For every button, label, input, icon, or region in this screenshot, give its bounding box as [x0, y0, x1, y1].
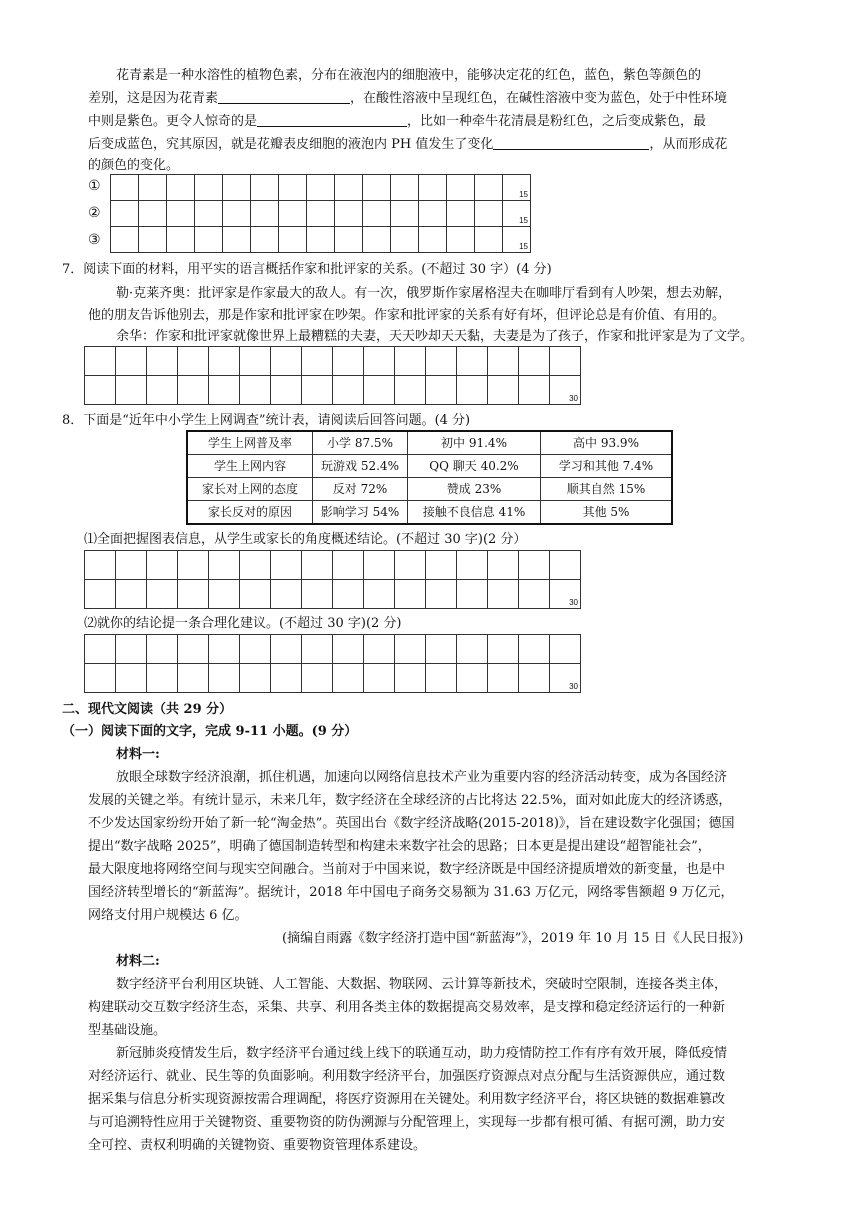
grid-cell[interactable]	[550, 580, 581, 609]
grid-cell[interactable]	[488, 551, 519, 580]
grid-cell[interactable]	[139, 227, 167, 253]
survey-cell: 初中 91.4%	[408, 431, 541, 455]
passage-line-2	[88, 91, 800, 107]
grid-cell[interactable]	[147, 664, 178, 693]
passage-line-5: 的颜色的变化。	[88, 158, 180, 173]
grid-cell[interactable]	[364, 347, 395, 376]
grid-cell[interactable]	[271, 376, 302, 405]
grid-cell[interactable]	[519, 635, 550, 664]
grid-cell[interactable]	[240, 551, 271, 580]
char-count-mark: 15	[519, 216, 528, 225]
grid-row	[85, 580, 581, 609]
grid-cell[interactable]	[333, 580, 364, 609]
grid-cell[interactable]	[240, 376, 271, 405]
grid-cell[interactable]	[503, 175, 531, 201]
grid-label-3: ③	[88, 232, 101, 248]
grid-cell[interactable]	[335, 175, 363, 201]
grid-cell[interactable]	[395, 664, 426, 693]
grid-cell[interactable]	[335, 201, 363, 227]
answer-grid-15[interactable]	[110, 174, 531, 253]
material1-line: 发展的关键之举。有统计显示，未来几年，数字经济在全球经济的占比将达 22.5%，面对如此庞大的经济诱惑，	[88, 793, 732, 808]
grid-cell[interactable]	[223, 175, 251, 201]
q8-sub2-answer-grid[interactable]	[84, 634, 581, 693]
survey-row-header: 家长对上网的态度	[187, 478, 313, 501]
grid-cell[interactable]	[550, 551, 581, 580]
part-title: （一）阅读下面的文字，完成 9-11 小题。(9 分）	[62, 724, 358, 739]
grid-label-1: ①	[88, 178, 101, 194]
material2-line: 全可控、责权利明确的关键物资、重要物资管理体系建设。	[88, 1138, 427, 1153]
grid-cell[interactable]	[391, 175, 419, 201]
survey-row	[187, 431, 672, 455]
grid-label-2: ②	[88, 205, 101, 221]
fill-blank-1[interactable]	[218, 91, 350, 104]
grid-cell[interactable]	[302, 347, 333, 376]
grid-cell[interactable]	[147, 347, 178, 376]
grid-cell[interactable]	[333, 376, 364, 405]
grid-cell[interactable]	[251, 201, 279, 227]
survey-cell: 影响学习 54%	[313, 501, 408, 525]
section-title: 二、现代文阅读（共 29 分）	[62, 702, 233, 717]
grid-cell[interactable]	[447, 227, 475, 253]
grid-cell[interactable]	[116, 551, 147, 580]
grid-cell[interactable]	[279, 175, 307, 201]
grid-cell[interactable]	[116, 664, 147, 693]
grid-cell[interactable]	[307, 201, 335, 227]
grid-cell[interactable]	[488, 376, 519, 405]
grid-cell[interactable]	[426, 664, 457, 693]
grid-cell[interactable]	[519, 376, 550, 405]
grid-cell[interactable]	[307, 227, 335, 253]
grid-cell[interactable]	[178, 664, 209, 693]
grid-cell[interactable]	[178, 347, 209, 376]
passage-text: 后变成蓝色，究其原因，就是花瓣表皮细胞的液泡内 PH 值发生了变化	[88, 137, 494, 152]
grid-cell[interactable]	[302, 635, 333, 664]
q8-sub2: ⑵就你的结论提一条合理化建议。(不超过 30 字)(2 分)	[84, 616, 402, 631]
grid-cell[interactable]	[178, 551, 209, 580]
survey-row-header: 家长反对的原因	[187, 501, 313, 525]
grid-cell[interactable]	[333, 664, 364, 693]
material2-line: 与可追溯特性应用于关键物资、重要物资的防伪溯源与分配管理上，实现每一步都有根可循、有据可溯，助力安	[88, 1115, 726, 1130]
grid-cell[interactable]	[395, 580, 426, 609]
survey-cell: QQ 聊天 40.2%	[408, 455, 541, 478]
material2-line: 构建联动交互数字经济生态，采集、共享、利用各类主体的数据提高交易效率，是支撑和稳定经济运行的一种新	[88, 1000, 726, 1015]
grid-cell[interactable]	[488, 347, 519, 376]
char-count-mark: 15	[519, 242, 528, 251]
q7-answer-grid[interactable]	[84, 346, 581, 405]
survey-cell: 小学 87.5%	[313, 431, 408, 455]
material1-line: 提出“数字战略 2025”，明确了德国制造转型和构建未来数字社会的思路；日本更是提出建设“超智能社会”，	[88, 839, 711, 854]
grid-cell[interactable]	[426, 551, 457, 580]
grid-cell[interactable]	[364, 376, 395, 405]
grid-cell[interactable]	[139, 201, 167, 227]
survey-cell: 学习和其他 7.4%	[541, 455, 673, 478]
grid-cell[interactable]	[240, 664, 271, 693]
grid-cell[interactable]	[85, 551, 116, 580]
grid-cell[interactable]	[550, 376, 581, 405]
q7-material-2: 余华：作家和批评家就像世界上最糟糕的夫妻，天天吵却天天黏，夫妻是为了孩子，作家和批评家是为了文学。	[116, 329, 754, 344]
grid-cell[interactable]	[475, 201, 503, 227]
char-count-mark: 30	[569, 682, 578, 691]
grid-cell[interactable]	[209, 580, 240, 609]
material2-line: 型基础设施。	[88, 1023, 167, 1038]
grid-cell[interactable]	[363, 227, 391, 253]
grid-cell[interactable]	[147, 635, 178, 664]
grid-cell[interactable]	[271, 347, 302, 376]
survey-row-header: 学生上网内容	[187, 455, 313, 478]
grid-cell[interactable]	[391, 201, 419, 227]
grid-cell[interactable]	[550, 635, 581, 664]
grid-cell[interactable]	[550, 664, 581, 693]
grid-cell[interactable]	[240, 580, 271, 609]
grid-cell[interactable]	[111, 201, 139, 227]
grid-cell[interactable]	[85, 580, 116, 609]
grid-row	[111, 201, 531, 227]
grid-row	[85, 664, 581, 693]
grid-cell[interactable]	[447, 201, 475, 227]
material2-line: 据采集与信息分析实现资源按需合理调配，将医疗资源用在关键处。利用数字经济平台，将区块链的数据难篡改	[88, 1092, 726, 1107]
grid-row	[85, 347, 581, 376]
survey-cell: 玩游戏 52.4%	[313, 455, 408, 478]
material1-line: 放眼全球数字经济浪潮，抓住机遇，加速向以网络信息技术产业为重要内容的经济活动转变，成为各国经济	[116, 770, 728, 785]
grid-cell[interactable]	[364, 635, 395, 664]
grid-cell[interactable]	[139, 175, 167, 201]
grid-cell[interactable]	[302, 551, 333, 580]
grid-cell[interactable]	[147, 580, 178, 609]
survey-cell: 高中 93.9%	[541, 431, 673, 455]
grid-cell[interactable]	[457, 664, 488, 693]
grid-cell[interactable]	[167, 175, 195, 201]
grid-cell[interactable]	[271, 551, 302, 580]
grid-cell[interactable]	[195, 227, 223, 253]
material2-line: 新冠肺炎疫情发生后，数字经济平台通过线上线下的联通互动，助力疫情防控工作有序有效开展，降低疫情	[116, 1046, 728, 1061]
grid-cell[interactable]	[209, 347, 240, 376]
grid-cell[interactable]	[302, 664, 333, 693]
grid-row	[85, 635, 581, 664]
grid-cell[interactable]	[395, 551, 426, 580]
grid-cell[interactable]	[195, 201, 223, 227]
grid-cell[interactable]	[85, 347, 116, 376]
grid-row	[111, 175, 531, 201]
grid-cell[interactable]	[519, 551, 550, 580]
grid-cell[interactable]	[519, 664, 550, 693]
grid-cell[interactable]	[251, 227, 279, 253]
grid-cell[interactable]	[488, 635, 519, 664]
survey-cell: 反对 72%	[313, 478, 408, 501]
grid-cell[interactable]	[457, 376, 488, 405]
passage-line-3	[88, 114, 800, 130]
grid-cell[interactable]	[475, 227, 503, 253]
survey-row	[187, 501, 672, 525]
passage-text: ，从而形成花	[649, 137, 728, 152]
grid-cell[interactable]	[116, 580, 147, 609]
passage-text: 差别，这是因为花青素	[88, 91, 219, 106]
char-count-mark: 30	[569, 598, 578, 607]
grid-row	[85, 551, 581, 580]
grid-cell[interactable]	[395, 347, 426, 376]
fill-blank-2[interactable]	[257, 114, 407, 127]
grid-cell[interactable]	[364, 580, 395, 609]
grid-cell[interactable]	[111, 227, 139, 253]
survey-row	[187, 478, 672, 501]
passage-line-4	[88, 137, 800, 153]
survey-cell: 其他 5%	[541, 501, 673, 525]
grid-cell[interactable]	[364, 551, 395, 580]
material1-label: 材料一:	[116, 747, 160, 762]
q7-material-1-cont: 他的朋友告诉他别去，那是作家和批评家在吵架。作家和批评家的关系有好有坏，但评论总是有价值、有用的。	[88, 308, 726, 323]
grid-cell[interactable]	[116, 347, 147, 376]
grid-cell[interactable]	[519, 580, 550, 609]
grid-cell[interactable]	[391, 227, 419, 253]
grid-cell[interactable]	[426, 580, 457, 609]
grid-cell[interactable]	[426, 347, 457, 376]
grid-cell[interactable]	[550, 347, 581, 376]
grid-cell[interactable]	[503, 201, 531, 227]
grid-cell[interactable]	[271, 664, 302, 693]
survey-cell: 赞成 23%	[408, 478, 541, 501]
grid-cell[interactable]	[395, 635, 426, 664]
grid-cell[interactable]	[307, 175, 335, 201]
survey-row	[187, 455, 672, 478]
grid-cell[interactable]	[147, 376, 178, 405]
grid-cell[interactable]	[279, 227, 307, 253]
material2-line: 数字经济平台利用区块链、人工智能、大数据、物联网、云计算等新技术，突破时空限制，连接各类主体，	[116, 977, 728, 992]
grid-cell[interactable]	[457, 580, 488, 609]
grid-cell[interactable]	[333, 551, 364, 580]
material2-line: 对经济运行、就业、民生等的负面影响。利用数字经济平台，加强医疗资源点对点分配与生活资源供应，通过数	[88, 1069, 726, 1084]
material1-line: 网络支付用户规模达 6 亿。	[88, 908, 248, 923]
grid-cell[interactable]	[503, 227, 531, 253]
material1-source: (摘编自雨露《数字经济打造中国“新蓝海”》，2019 年 10 月 15 日《人民日报》)	[282, 931, 744, 946]
grid-cell[interactable]	[209, 551, 240, 580]
passage-text: ，比如一种牵牛花清晨是粉红色，之后变成紫色，最	[407, 114, 707, 129]
grid-cell[interactable]	[488, 580, 519, 609]
grid-cell[interactable]	[209, 635, 240, 664]
grid-cell[interactable]	[167, 227, 195, 253]
grid-cell[interactable]	[223, 227, 251, 253]
grid-cell[interactable]	[85, 664, 116, 693]
grid-cell[interactable]	[167, 201, 195, 227]
grid-cell[interactable]	[364, 664, 395, 693]
grid-cell[interactable]	[178, 635, 209, 664]
grid-cell[interactable]	[178, 376, 209, 405]
grid-cell[interactable]	[447, 175, 475, 201]
grid-cell[interactable]	[178, 580, 209, 609]
grid-cell[interactable]	[116, 376, 147, 405]
q8-sub1-answer-grid[interactable]	[84, 550, 581, 609]
grid-cell[interactable]	[488, 664, 519, 693]
grid-cell[interactable]	[333, 635, 364, 664]
passage-text: ，在酸性溶液中呈现红色，在碱性溶液中变为蓝色，处于中性环境	[350, 91, 728, 106]
grid-cell[interactable]	[457, 635, 488, 664]
grid-cell[interactable]	[147, 551, 178, 580]
grid-cell[interactable]	[426, 635, 457, 664]
survey-cell: 接触不良信息 41%	[408, 501, 541, 525]
grid-cell[interactable]	[240, 635, 271, 664]
char-count-mark: 15	[519, 190, 528, 199]
material1-line: 国经济转型增长的“新蓝海”。据统计，2018 年中国电子商务交易额为 31.63 万亿元，网络零售额超 9 万亿元，	[88, 885, 734, 900]
survey-cell: 顺其自然 15%	[541, 478, 673, 501]
grid-cell[interactable]	[195, 175, 223, 201]
grid-row	[85, 376, 581, 405]
fill-blank-3[interactable]	[493, 137, 649, 150]
grid-cell[interactable]	[209, 376, 240, 405]
grid-cell[interactable]	[116, 635, 147, 664]
grid-cell[interactable]	[271, 635, 302, 664]
grid-cell[interactable]	[395, 376, 426, 405]
grid-cell[interactable]	[457, 347, 488, 376]
survey-row-header: 学生上网普及率	[187, 431, 313, 455]
survey-table	[186, 430, 673, 525]
q8-stem: 8．下面是“近年中小学生上网调查”统计表，请阅读后回答问题。(4 分)	[62, 413, 471, 428]
q7-material-1: 勒·克莱齐奥：批评家是作家最大的敌人。有一次，俄罗斯作家屠格涅夫在咖啡厅看到有人吵架，想去劝解，	[116, 286, 732, 301]
grid-cell[interactable]	[419, 227, 447, 253]
grid-cell[interactable]	[335, 227, 363, 253]
material1-line: 不少发达国家纷纷开始了新一轮“淘金热”。英国出台《数字经济战略(2015-2018)》，旨在建设数字化强国；德国	[88, 816, 735, 831]
material1-line: 最大限度地将网络空间与现实空间融合。当前对于中国来说，数字经济既是中国经济提质增效的新变量，也是中	[88, 862, 726, 877]
grid-cell[interactable]	[519, 347, 550, 376]
grid-cell[interactable]	[363, 175, 391, 201]
grid-cell[interactable]	[302, 376, 333, 405]
grid-cell[interactable]	[419, 175, 447, 201]
grid-cell[interactable]	[85, 635, 116, 664]
grid-cell[interactable]	[426, 376, 457, 405]
grid-cell[interactable]	[457, 551, 488, 580]
passage-line-1: 花青素是一种水溶性的植物色素，分布在液泡内的细胞液中，能够决定花的红色，蓝色，紫色等颜色的	[116, 68, 702, 83]
grid-cell[interactable]	[279, 201, 307, 227]
grid-cell[interactable]	[333, 347, 364, 376]
grid-row	[111, 227, 531, 253]
grid-cell[interactable]	[251, 175, 279, 201]
grid-cell[interactable]	[111, 175, 139, 201]
char-count-mark: 30	[569, 394, 578, 403]
grid-cell[interactable]	[419, 201, 447, 227]
q7-stem: 7．阅读下面的材料，用平实的语言概括作家和批评家的关系。(不超过 30 字）(4 分)	[62, 262, 552, 277]
q8-sub1: ⑴全面把握图表信息，从学生或家长的角度概述结论。(不超过 30 字)(2 分）	[84, 532, 527, 547]
grid-cell[interactable]	[302, 580, 333, 609]
grid-cell[interactable]	[363, 201, 391, 227]
grid-cell[interactable]	[85, 376, 116, 405]
grid-cell[interactable]	[223, 201, 251, 227]
grid-cell[interactable]	[240, 347, 271, 376]
material2-label: 材料二:	[116, 954, 160, 969]
grid-cell[interactable]	[475, 175, 503, 201]
grid-cell[interactable]	[209, 664, 240, 693]
passage-text: 中则是紫色。更令人惊奇的是	[88, 114, 258, 129]
grid-cell[interactable]	[271, 580, 302, 609]
